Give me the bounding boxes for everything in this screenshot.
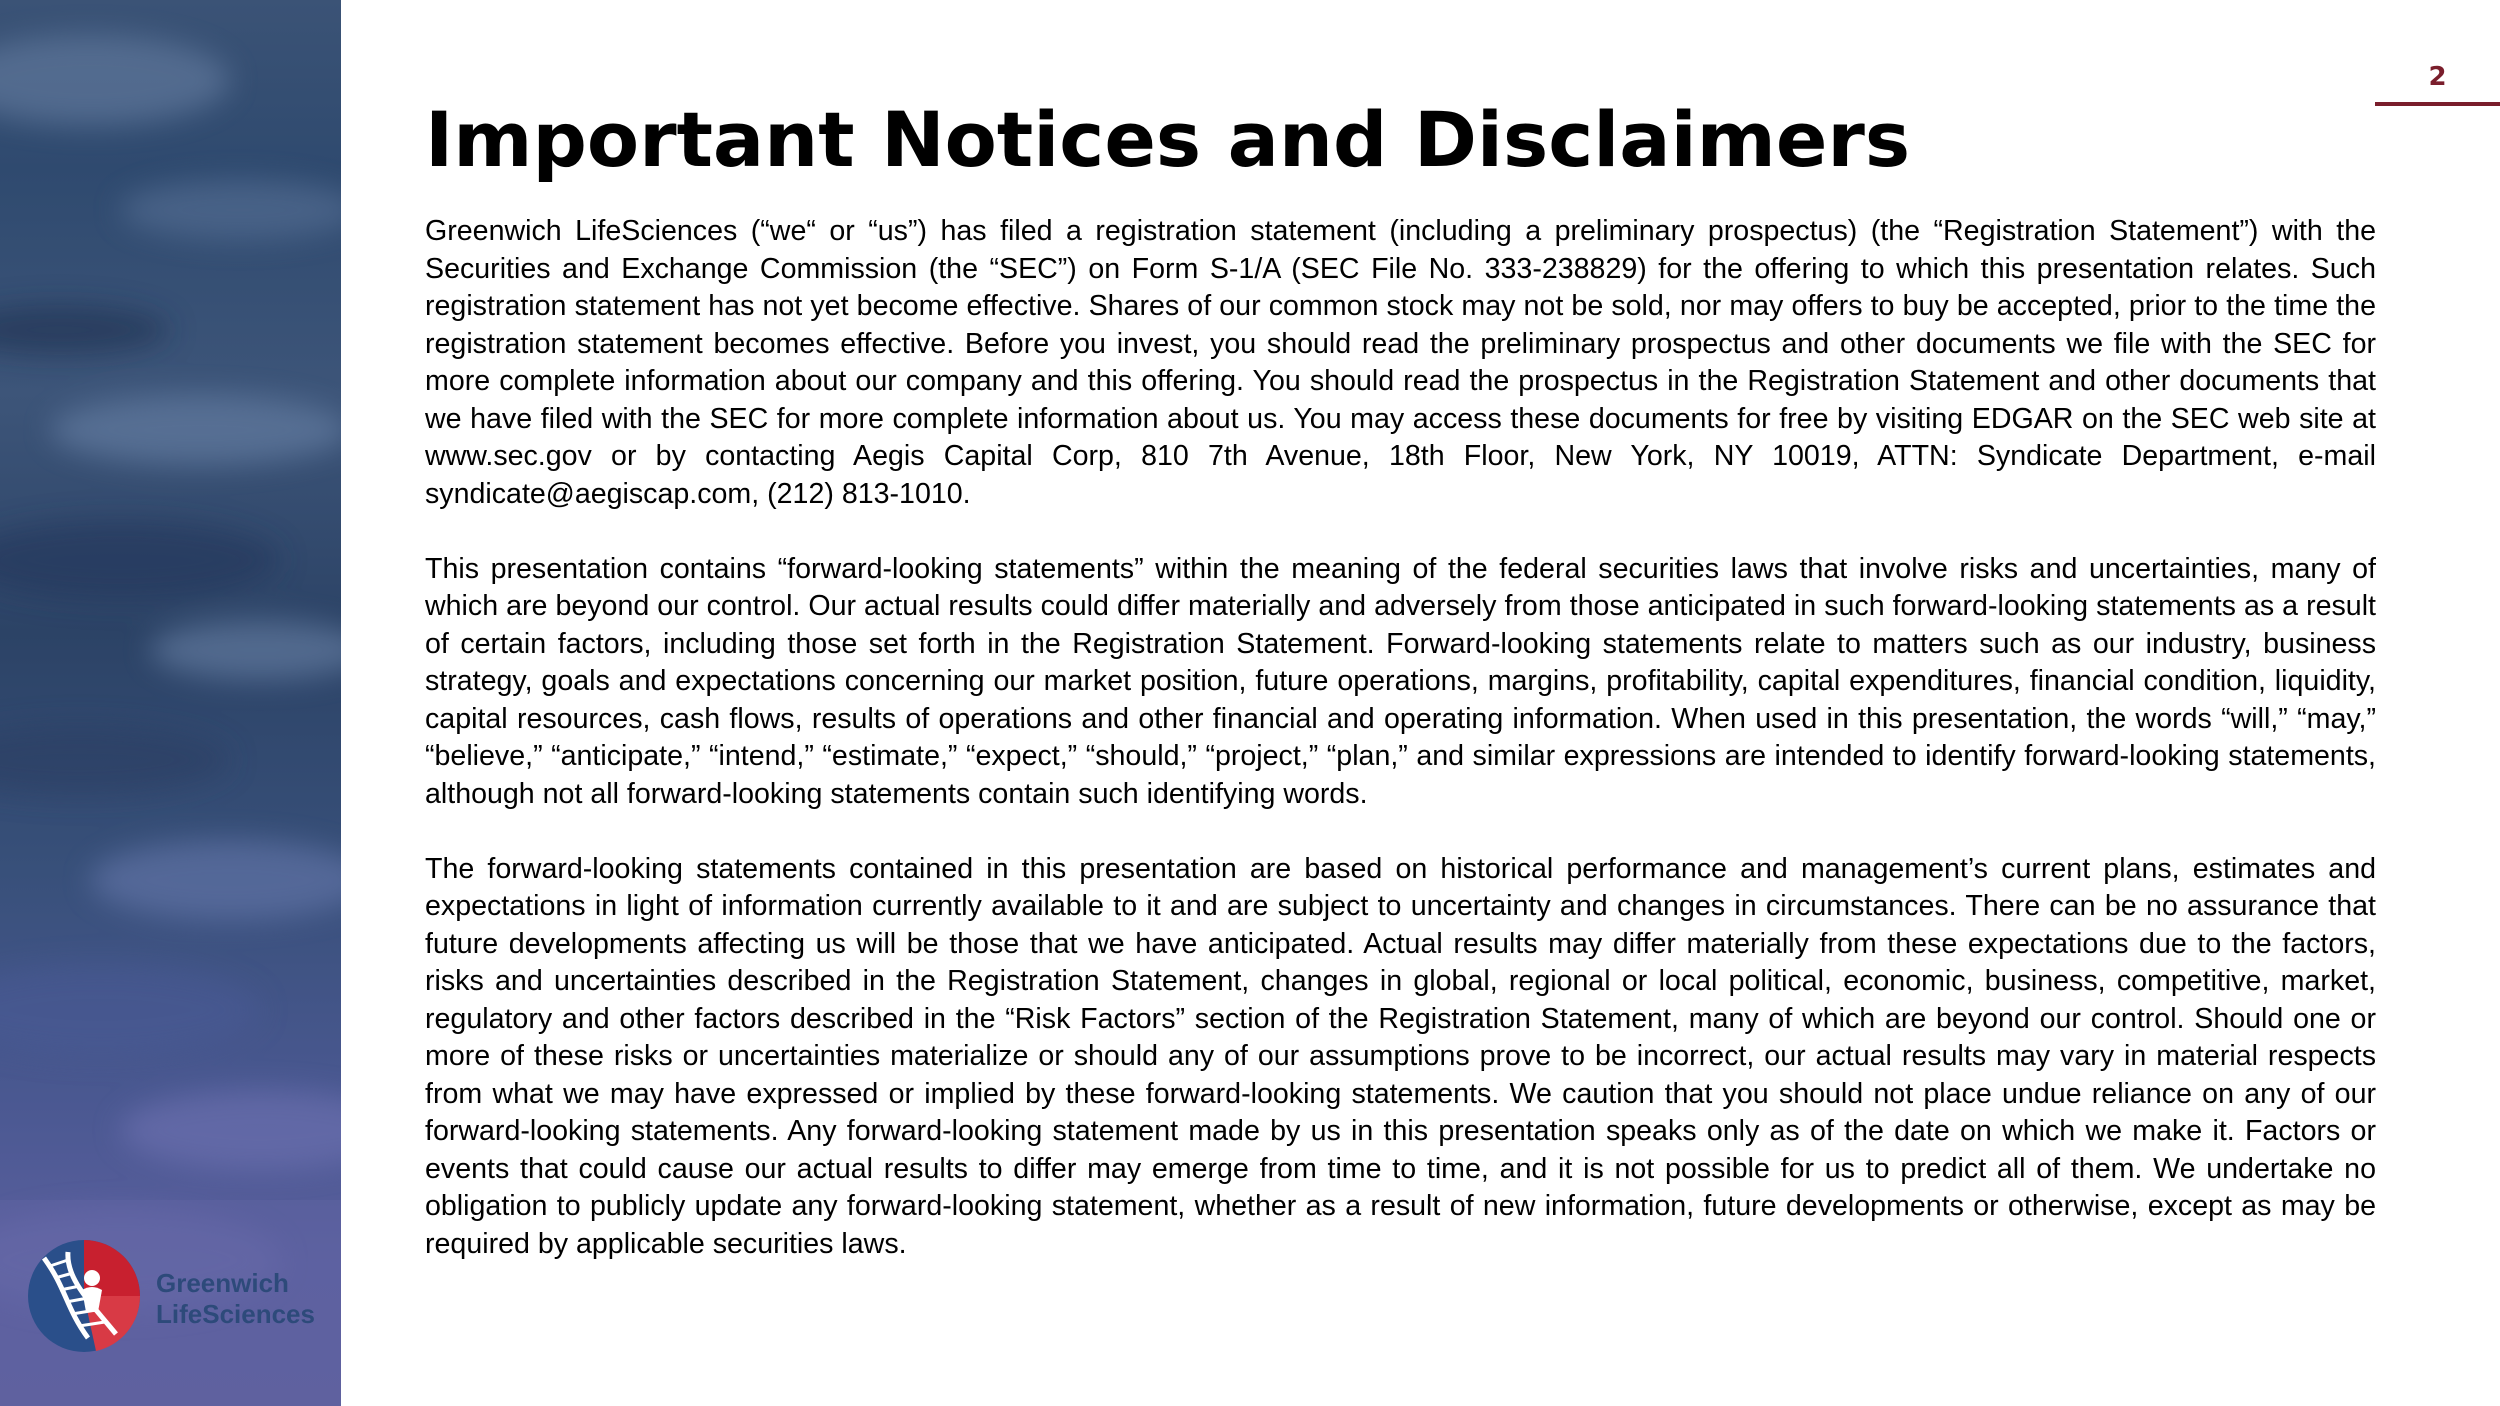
page-title: Important Notices and Disclaimers	[425, 95, 1911, 184]
sidebar-background	[0, 0, 341, 1406]
sidebar-texture	[0, 0, 341, 1406]
logo-wordmark	[156, 1268, 315, 1330]
paragraph-assumptions: The forward-looking statements contained in this presentation are based on historical performance and management’s current plans, estimates and expectations in light of information currently available to it and are subject to uncertainty and changes in circumstances. There can be no assurance that future developments affecting us will be those that we have anticipated. Actual results may differ materially from these expectations due to the factors, risks and uncertainties described in the Registration Statement, changes in global, regional or local political, economic, business, competitive, market, regulatory and other factors described in the “Risk Factors” section of the Registration Statement, many of which are beyond our control. Should one or more of these risks or uncertainties materialize or should any of our assumptions prove to be incorrect, our actual results may vary in material respects from what we may have expressed or implied by these forward-looking statements. We caution that you should not place undue reliance on any of our forward-looking statements. Any forward-looking statement made by us in this presentation speaks only as of the date on which we make it. Factors or events that could cause our actual results to differ may emerge from time to time, and it is not possible for us to predict all of them. We undertake no obligation to publicly update any forward-looking statement, whether as a result of new information, future developments or otherwise, except as may be required by applicable securities laws.	[425, 852, 2376, 1260]
company-logo	[26, 1238, 326, 1358]
logo-line-1: Greenwich	[156, 1268, 289, 1298]
page-number-underline	[2375, 102, 2500, 106]
paragraph-registration: Greenwich LifeSciences (“we“ or “us”) has filed a registration statement (including a preliminary prospectus) (the “Registration Statement”) with the Securities and Exchange Commission (the “SEC”) on Form S-1/A (SEC File No. 333-238829) for the offering to which this presentation relates. Such registration statement has not yet become effective. Shares of our common stock may not be sold, nor may offers to buy be accepted, prior to the time the registration statement becomes effective. Before you invest, you should read the preliminary prospectus and other documents we file with the SEC for more complete information about our company and this offering. You should read the prospectus in the Registration Statement and other documents that we have filed with the SEC for more complete information about us. You may access these documents for free by visiting EDGAR on the SEC web site at www.sec.gov or by contacting Aegis Capital Corp, 810 7th Avenue, 18th Floor, New York, NY 10019, ATTN: Syndicate Department, e-mail syndicate@aegiscap.com, (212) 813-1010.	[425, 215, 2376, 510]
paragraph-forward-looking: This presentation contains “forward-looking statements” within the meaning of the federal securities laws that involve risks and uncertainties, many of which are beyond our control. Our actual results could differ materially and adversely from those anticipated in such forward-looking statements as a result of certain factors, including those set forth in the Registration Statement. Forward-looking statements relate to matters such as our industry, business strategy, goals and expectations concerning our market position, future operations, margins, profitability, capital expenditures, financial condition, liquidity, capital resources, cash flows, results of operations and other financial and operating information. When used in this presentation, the words “will,” “may,” “believe,” “anticipate,” “intend,” “estimate,” “expect,” “should,” “project,” “plan,” and similar expressions are intended to identify forward-looking statements, although not all forward-looking statements contain such identifying words.	[425, 552, 2376, 810]
page-number: 2	[2428, 62, 2447, 92]
dna-helix-logo-icon	[26, 1238, 142, 1354]
disclaimer-body	[425, 213, 2376, 1301]
logo-line-2: LifeSciences	[156, 1299, 315, 1329]
